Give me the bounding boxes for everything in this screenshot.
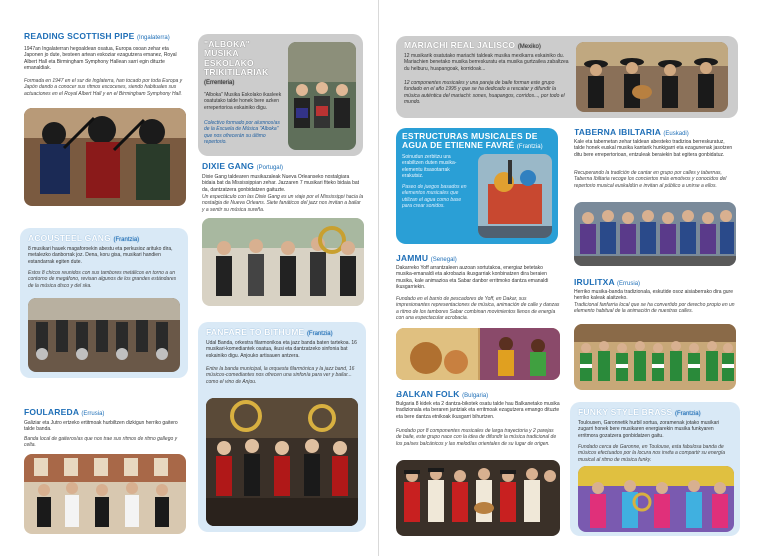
acousteel-card bbox=[20, 228, 188, 378]
foulareda-photo bbox=[24, 454, 186, 534]
alboka-text: "Alboka" Musika Eskolako ikasleek osatutako talde honek bere azken errepertorioa eskainiko digu. bbox=[204, 92, 282, 111]
balkan-photo bbox=[396, 460, 560, 536]
irulitxa-text: Herriko musika-banda tradizionala, eskutide osoz aisiaberrako dira gure herriko kaleak alaitzeko. bbox=[574, 289, 733, 302]
estructuras-photo bbox=[478, 154, 552, 238]
jammu-photo bbox=[396, 328, 560, 380]
fanfare-country: (Frantzia) bbox=[306, 331, 333, 337]
taberna-title bbox=[574, 128, 689, 138]
estructuras-title bbox=[402, 132, 554, 151]
acousteel-text-es: Estos 8 chicos reunidos con sus tambores metálicos en torno a un contorno de megáfono, revisan algunos de los grandes estándares de la música disco y del ska. bbox=[28, 270, 177, 289]
reading-title-text: READING SCOTTISH PIPE bbox=[24, 31, 135, 41]
irulitxa-country: (Errusia) bbox=[617, 281, 641, 287]
mariachi-title-text: MARIACHI REAL JALISCO bbox=[404, 40, 516, 50]
mariachi-band-image bbox=[576, 42, 728, 112]
reading-title bbox=[24, 32, 188, 42]
accordion-players-image bbox=[288, 42, 356, 150]
reading-text-es: Formada en 1947 en el sur de Inglaterra, han tocado por toda Europa y Japón dando a conocer sus ritmos escoceses, siendo habituales sus actuaciones en el Royal Albert Hall y en el Birmingham Symphony Hall. bbox=[24, 78, 183, 97]
fanfare-text-es: Entre la banda municipal, la orquesta filarmónica y la jazz band, 16 músicos-comediantes nos ofrecen una sinfonía para ver y bailar... como el vino de Anjou. bbox=[206, 366, 355, 385]
foulareda-title bbox=[24, 408, 104, 418]
alboka-text-es: Colectivo formado por alumnos/as de la Escuela de Música "Alboka" que nos ofrecerán su último repertorio. bbox=[204, 120, 280, 146]
balkan-folk-image bbox=[396, 460, 560, 536]
acousteel-country: (Frantzia) bbox=[113, 237, 140, 243]
dixie-text: Dixie Gang taldearen musikazaleak Nueva Orleanseko nostalgiara bidaia bat da Mississippian zehar. Jazzaren 7 musikari fiteko bidaia bat da, dantzatzera gonbidatzen gaituzte. bbox=[202, 174, 360, 193]
reading-photo bbox=[24, 108, 186, 206]
fanfare-title-text: FANFARE TO BITHUME bbox=[206, 327, 305, 337]
taberna-text: Kale eta tabernetan zehar taldean abesteko tradizioa berreskuratuz, talde honek euskal musika kantarik hunkigarri eta ezagunenak jasotzen ditu bere errepertorioan, entzuleak beraiekin bat egitera gonbidatuz. bbox=[574, 139, 733, 158]
foulareda-text-es: Banda local de gaiteros/as que nos trae sus ritmos de ritmo gallego y celta. bbox=[24, 436, 178, 449]
dixie-country: (Portugal) bbox=[256, 165, 283, 171]
local-band-image bbox=[574, 324, 736, 390]
jammu-title-text: JAMMU bbox=[396, 253, 429, 263]
mariachi-photo bbox=[576, 42, 728, 112]
irulitxa-title bbox=[574, 278, 640, 288]
funky-brass-image bbox=[578, 466, 734, 532]
mariachi-title bbox=[404, 41, 541, 51]
irulitxa-photo bbox=[574, 324, 736, 390]
estructuras-title-text: ESTRUCTURAS MUSICALES DE AGUA DE ETIENNE FAVRÉ bbox=[402, 131, 538, 151]
balkan-title bbox=[396, 390, 488, 400]
alboka-title bbox=[204, 40, 284, 87]
jammu-text: Dakarreko Yoff arrantzaleen auzoan sortutakoa, energiaz betetako musika-emanaldi eta akrobazia ikusgarriak konbinatzen dira beraien musika, kale animazioa eta Sabar danbor erritmoko dantza emanaldi ikusgarriekin. bbox=[396, 265, 549, 291]
irulitxa-title-text: IRULITXA bbox=[574, 277, 615, 287]
dixie-title-text: DIXIE GANG bbox=[202, 162, 255, 171]
mariachi-card bbox=[396, 36, 738, 118]
dixie-text-es: Un espectáculo con las Dixie Gang es un viaje por el Mississippi hacia la nostalgia de Nueva Orleans. Siete fanáticos del jazz nos invitan a bailar y a sentir su música sureña. bbox=[202, 194, 364, 213]
alboka-card bbox=[198, 34, 363, 156]
fanfare-photo bbox=[206, 398, 358, 526]
jammu-country: (Senegal) bbox=[430, 257, 457, 263]
funky-card bbox=[570, 402, 740, 536]
reading-card bbox=[20, 28, 188, 208]
acousteel-title-text: ACOUSTEEL GANG bbox=[28, 233, 111, 243]
dixie-card bbox=[198, 162, 366, 310]
drummers-image bbox=[28, 298, 180, 372]
acousteel-text: 8 musikari hauek magaforoekin abestu eta perkusioz arituko dira, metalezko danborrak joz. Dena, koru gisa, musikari handien estandarrak egiten dute. bbox=[28, 246, 173, 265]
foulareda-country: (Errusia) bbox=[81, 411, 105, 417]
estructuras-card bbox=[396, 128, 558, 244]
funky-title bbox=[578, 408, 701, 418]
singers-group-image bbox=[574, 202, 736, 266]
jazz-band-image bbox=[202, 218, 364, 306]
funky-photo bbox=[578, 466, 734, 532]
taberna-country: (Euskadi) bbox=[663, 131, 689, 137]
estructuras-text: Soinudun zerbitzu ura erabiltzen duten musika-elementu itsasotarrak erakutsiz. bbox=[402, 154, 457, 180]
jammu-text-es: Fundado en el barrio de pescadores de Yoff, en Dakar, sus impresionantes representaciones de música, animación de calle y danzas a ritmo de los tambores Sabar combinan movimientos llenos de energía con una espectacular acrobacia. bbox=[396, 296, 560, 322]
taberna-title-text: TABERNA IBILTARIA bbox=[574, 128, 661, 137]
balkan-title-text: BALKAN FOLK bbox=[396, 389, 460, 399]
irulitxa-card bbox=[570, 276, 740, 392]
brass-band-image bbox=[206, 398, 358, 526]
fanfare-card bbox=[198, 322, 366, 532]
alboka-country: (Errenteria) bbox=[204, 80, 235, 87]
mariachi-text: 12 musikarik osatutako mariachi taldeak musika mexikarra eskainiko du. Mariachien benetako musika berreskuratu eta musika gurtzailea zabaltzea du helburu, huapangoak, korridoak... bbox=[404, 53, 569, 72]
taberna-card bbox=[570, 128, 740, 268]
acousteel-photo bbox=[28, 298, 180, 372]
jammu-title bbox=[396, 254, 457, 264]
dixie-title bbox=[202, 162, 283, 172]
balkan-text-es: Fundado por 8 componentes musicales de larga trayectoria y 2 parejas de baile, este grupo nace con la idea de difundir la música tradicional de los países balcánicos y las melodías orientales de su lugar de origen. bbox=[396, 428, 557, 447]
reading-country: (Ingalaterra) bbox=[137, 35, 170, 41]
dixie-photo bbox=[202, 218, 364, 306]
fanfare-title bbox=[206, 328, 333, 338]
funky-country: (Frantzia) bbox=[674, 411, 701, 417]
mariachi-country: (Mexiko) bbox=[517, 44, 541, 50]
reading-text: 1947an Ingalaterran hegoaldean osatua, Europa osoan zehar eta Japonen jo dute, besteen artean eskoziar ezagutzera emanez, Royal Albert Hall eta Birmingham Symphony Hallean sarri egin dituzte emanaldiak. bbox=[24, 46, 177, 72]
foulareda-title-text: FOULAREDA bbox=[24, 407, 79, 417]
mariachi-text-es: 12 componentes musicales y una pareja de baile forman este grupo fundado en el año 1995 y que se ha dedicado a rescatar y difundir la música auténtica del mariachi: sones, huapangos, corridos..., por todo el mundo. bbox=[404, 80, 565, 106]
bagpipers-image bbox=[24, 108, 186, 206]
balkan-country: (Bulgaria) bbox=[462, 393, 489, 399]
water-structure-image bbox=[478, 154, 552, 238]
alboka-title-text: "ALBOKA" MUSIKA ESKOLAKO TRIKITILARIAK bbox=[204, 39, 269, 78]
alboka-photo bbox=[288, 42, 356, 150]
jammu-card bbox=[396, 252, 562, 382]
irulitxa-text-es: Tradicional fanfarria local que se ha convertido por derecho propio en un elemento habitual de la animación de nuestras calles. bbox=[574, 302, 735, 315]
funky-text-es: Fundado cerca de Garonne, en Toulouse, esta fabulosa banda de músicos efectuados por la locura nos invita a compartir su energía musical al ritmo de música funky. bbox=[578, 444, 726, 463]
foulareda-text: Galiziar eta Jutro ertzeko ertitmoak hurbiltzen dizkigun herriko gaitero talde banda. bbox=[24, 420, 178, 433]
acousteel-title bbox=[28, 234, 139, 244]
taberna-text-es: Recuperando la tradición de cantar en grupo por calles y tabernas, Taberna Ibiltaria recoge los conciertos más emotivos y conocidos del repertorio musical euskaldún e invitan al público a unirse a ellos. bbox=[574, 170, 727, 189]
estructuras-text-es: Paseo de juegos basados en elementos musicales que utilizan el agua como base para crear sonidos. bbox=[402, 184, 467, 210]
fanfare-text: Udal Banda, orkestra filarmonikoa eta jazz banda baten tartekoa. 16 musikari-komediantek osatua, ikusi eta dantzatzeko sinfonia bat eskainiko digu. Anjouko artisauen antzera. bbox=[206, 340, 357, 359]
foulareda-card bbox=[20, 406, 188, 536]
senegal-dancers-image bbox=[396, 328, 560, 380]
gaiteros-image bbox=[24, 454, 186, 534]
balkan-card bbox=[396, 388, 562, 538]
funky-text: Toulousen, Garonnetik hurbil sortua, zoramenak jotako musikari zugarri honek bere musikaren energiarekin musika funkyaren erritmora gozatzera gonbidatzen gaitu. bbox=[578, 420, 720, 439]
funky-title-text: FUNKY STYLE BRASS bbox=[578, 407, 673, 417]
balkan-text: Bulgaria 8 kidek eta 2 dantza-bikotek osatu talde hau Balkanetako musika tradizionala eta beraren jantziak eta erritmoak ezagutzera emango dituzte eta bere dantza etnikoak ikusgarri bihurtzen. bbox=[396, 401, 560, 420]
estructuras-country: (Frantzia) bbox=[516, 144, 543, 151]
fold-line bbox=[378, 0, 379, 556]
taberna-photo bbox=[574, 202, 736, 266]
